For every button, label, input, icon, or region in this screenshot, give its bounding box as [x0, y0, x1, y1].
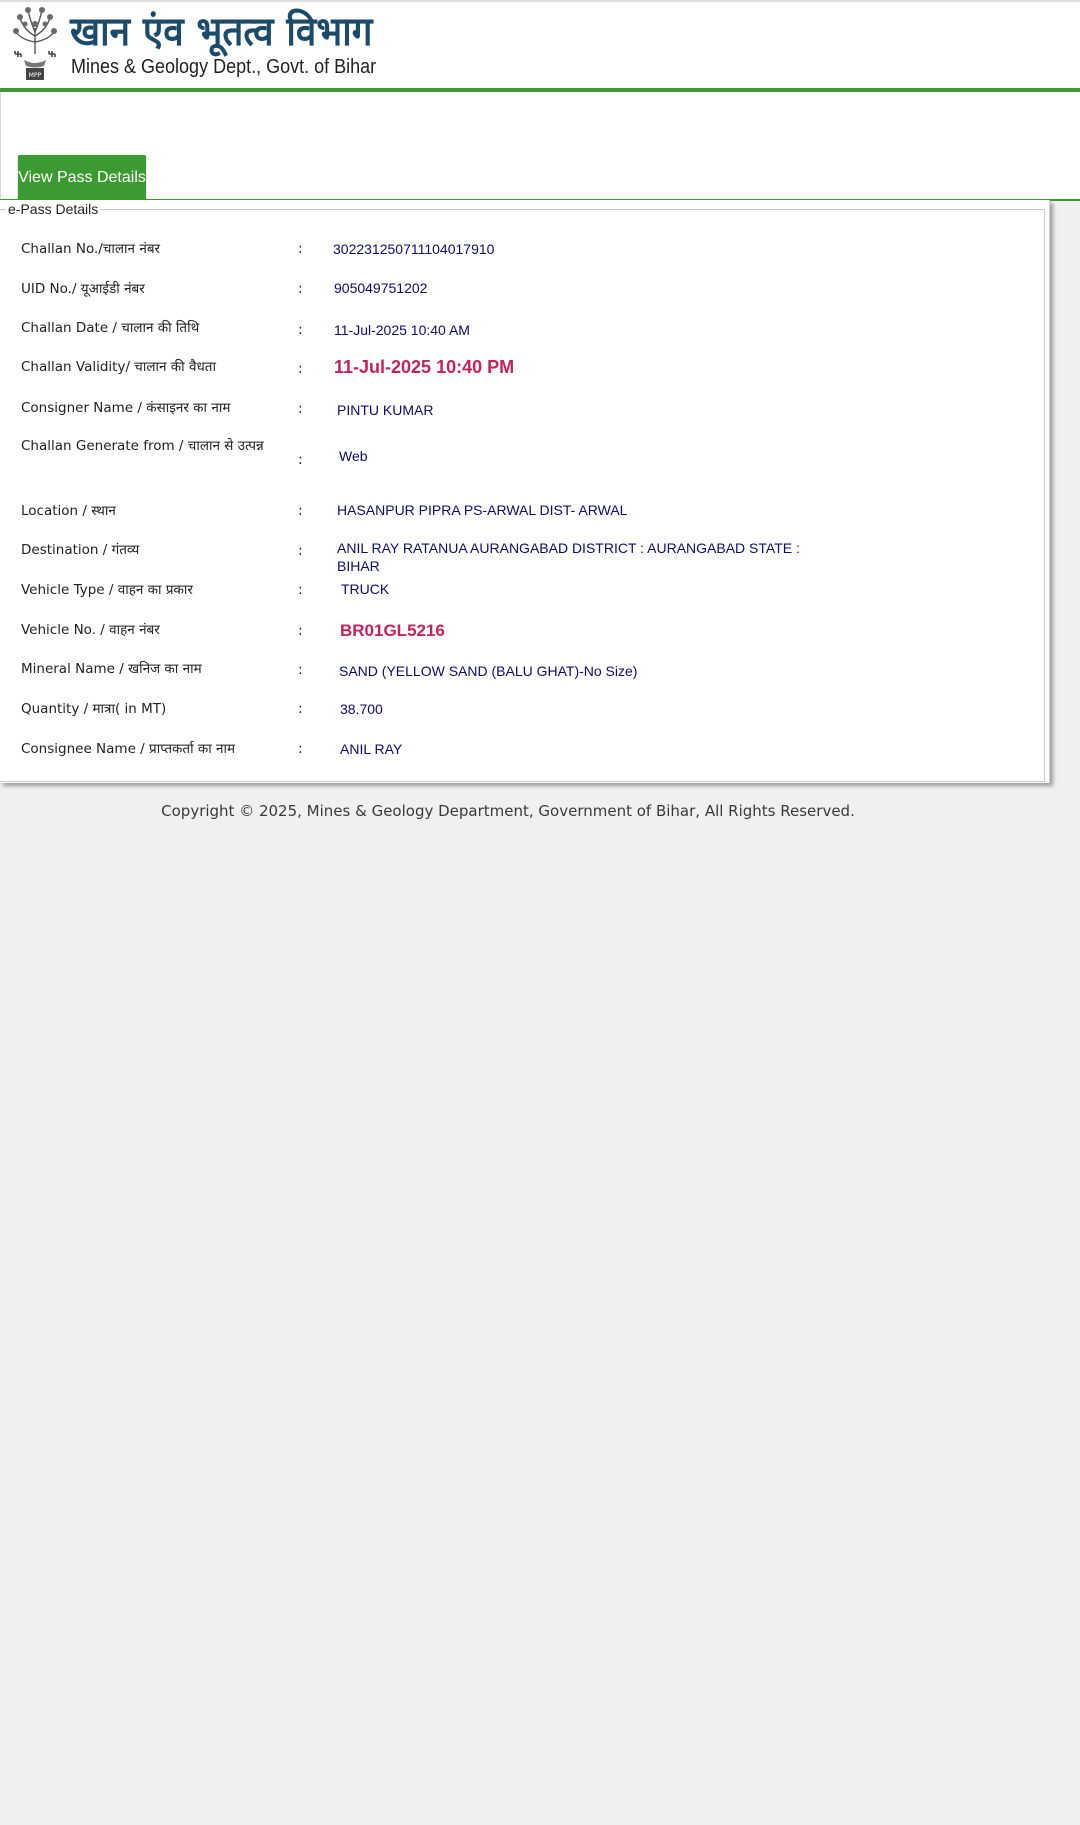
tab-bar [0, 92, 1080, 200]
mineral-name-value: SAND (YELLOW SAND (BALU GHAT)-No Size) [339, 663, 638, 679]
challan-date-value: 11-Jul-2025 10:40 AM [334, 322, 470, 338]
uid-no-label: UID No./ यूआईडी नंबर [21, 281, 145, 297]
row-separator: : [298, 281, 303, 297]
tab-view-pass-details[interactable]: View Pass Details [18, 155, 146, 201]
epass-details-legend: e-Pass Details [8, 201, 99, 217]
challan-validity-value: 11-Jul-2025 10:40 PM [334, 357, 515, 377]
row-separator: : [298, 623, 303, 639]
vehicle-type-value: TRUCK [341, 581, 390, 597]
destination-label: Destination / गंतव्य [21, 542, 140, 558]
mineral-name-label: Mineral Name / खनिज का नाम [21, 661, 202, 677]
challan-no-label: Challan No./चालान नंबर [21, 241, 161, 257]
quantity-label: Quantity / मात्रा( in MT) [21, 701, 167, 717]
challan-generate-from-value: Web [339, 448, 368, 464]
challan-date-label: Challan Date / चालान की तिथि [21, 320, 200, 336]
row-separator: : [298, 452, 303, 468]
vehicle-no-label: Vehicle No. / वाहन नंबर [21, 622, 160, 638]
uid-no-value: 905049751202 [334, 280, 428, 296]
vehicle-no-value: BR01GL5216 [340, 621, 445, 640]
row-separator: : [298, 361, 303, 377]
quantity-value: 38.700 [340, 701, 383, 717]
vehicle-type-label: Vehicle Type / वाहन का प्रकार [21, 582, 193, 598]
copyright-footer: Copyright © 2025, Mines & Geology Department, Government of Bihar, All Rights Reserved. [161, 802, 855, 820]
department-title-hindi: खान एंव भूतत्व विभाग [70, 9, 373, 55]
row-separator: : [298, 503, 303, 519]
row-separator: : [298, 662, 303, 678]
row-separator: : [298, 543, 303, 559]
destination-value: ANIL RAY RATANUA AURANGABAD DISTRICT : AURANGABAD STATE : BIHAR [337, 540, 800, 574]
bihar-emblem-icon [10, 6, 60, 84]
challan-generate-from-label: Challan Generate from / चालान से उत्पन्न [21, 438, 264, 454]
row-separator: : [298, 241, 303, 257]
row-separator: : [298, 322, 303, 338]
consigner-name-label: Consigner Name / कंसाइनर का नाम [21, 400, 231, 416]
svg-text:MPP: MPP [28, 72, 42, 79]
consignee-name-value: ANIL RAY [340, 741, 403, 757]
department-title-english: Mines & Geology Dept., Govt. of Bihar [71, 56, 377, 78]
row-separator: : [298, 582, 303, 598]
consigner-name-value: PINTU KUMAR [337, 402, 434, 418]
site-header [0, 0, 1080, 88]
challan-validity-label: Challan Validity/ चालान की वैधता [21, 359, 216, 375]
row-separator: : [298, 741, 303, 757]
location-value: HASANPUR PIPRA PS-ARWAL DIST- ARWAL [337, 502, 628, 518]
consignee-name-label: Consignee Name / प्राप्तकर्ता का नाम [21, 741, 236, 757]
location-label: Location / स्थान [21, 503, 116, 519]
row-separator: : [298, 701, 303, 717]
challan-no-value: 302231250711104017910 [333, 241, 495, 257]
row-separator: : [298, 401, 303, 417]
